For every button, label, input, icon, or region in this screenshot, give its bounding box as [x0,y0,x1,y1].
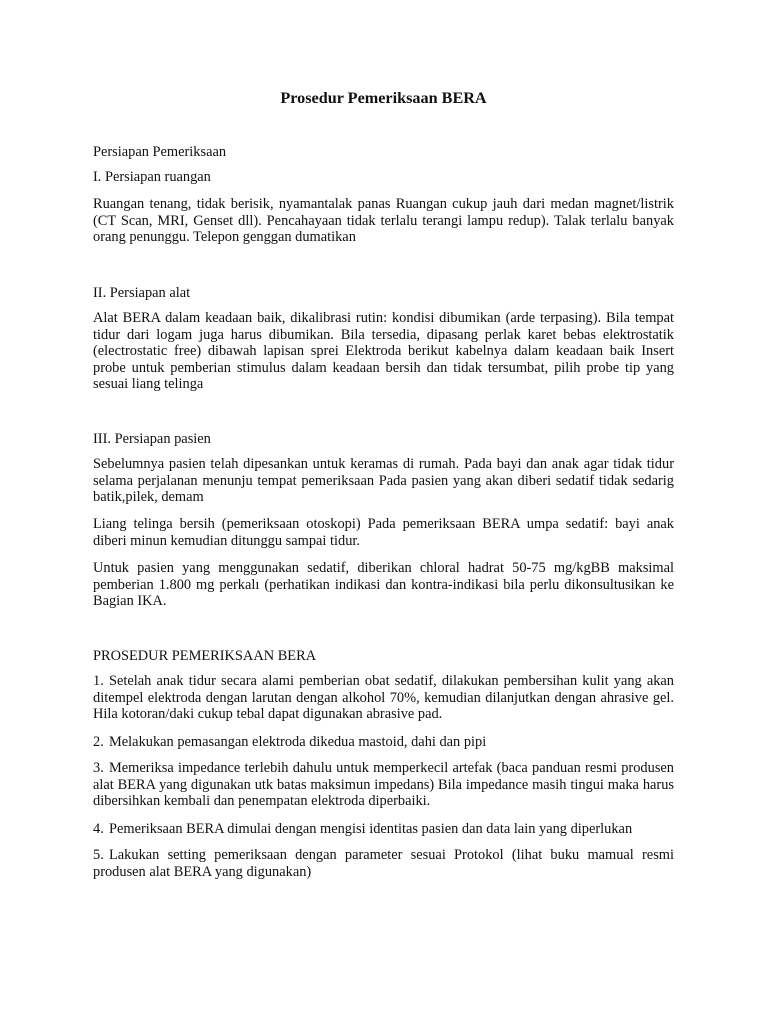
procedure-heading: PROSEDUR PEMERIKSAAN BERA [93,648,317,664]
step-number: 2. [93,734,104,750]
paragraph-tools: Alat BERA dalam keadaan baik, dikalibrasi rutin: kondisi dibumikan (arde terpasing). Bila tempat tidur dari logam juga harus dibumikan. Bila tersedia, dipasang perlak karet bebas elektrostatik (electrostatic free) dibawah lapisan sprei Elektroda berikut kabelnya dalam keadaan baik Insert probe untuk pemberian stimulus dalam keadaan bersih dan tidak tersumbat, pilih probe tip yang sesuai liang telinga [93,310,674,393]
step-number: 5. [93,847,104,863]
procedure-step-4 [93,821,674,838]
paragraph-patient-3: Untuk pasien yang menggunakan sedatif, diberikan chloral hadrat 50-75 mg/kgBB maksimal pemberian 1.800 mg perkalı (perhatikan indikasi dan kontra-indikasi bila perlu dikonsultusikan ke Bagian IKA. [93,560,674,610]
subheading-patient: III. Persiapan pasien [93,431,211,447]
procedure-step-1 [93,673,674,723]
document-page [93,0,674,1024]
step-number: 4. [93,821,104,837]
step-text: Setelah anak tidur secara alami pemberian obat sedatif, dilakukan pembersihan kulit yang akan ditempel elektroda dengan larutan dengan alkohol 70%, kemudian dilanjutkan dengan ahrasive gel. Hila kotoran/daki cukup tebal dapat digunakan abrasive pad. [93,673,674,723]
step-text: Melakukan pemasangan elektroda dikedua mastoid, dahi dan pipi [109,734,487,750]
step-number: 1. [93,673,104,689]
step-text: Lakukan setting pemeriksaan dengan parameter sesuai Protokol (lihat buku mamual resmi produsen alat BERA yang digunakan) [93,847,674,880]
section-heading-prep: Persiapan Pemeriksaan [93,144,227,160]
paragraph-patient-1: Sebelumnya pasien telah dipesankan untuk keramas di rumah. Pada bayi dan anak agar tidak tidur selama perjalanan menunju tempat pemeriksaan Pada pasien yang akan diberi sedatif tidak sedarig batik,pilek, demam [93,456,674,506]
step-text: Memeriksa impedance terlebih dahulu untuk memperkecil artefak (baca panduan resmi produsen alat BERA yang digunakan utk batas maksimun impedans) Bila impedance masih tingui maka harus dibersihkan kembali dan penempatan elektroda diperbaiki. [93,760,674,810]
step-number: 3. [93,760,104,776]
document-title: Prosedur Pemeriksaan BERA [280,89,487,107]
procedure-step-5 [93,847,674,880]
subheading-tools: II. Persiapan alat [93,285,191,301]
procedure-step-2 [93,734,674,751]
paragraph-room: Ruangan tenang, tidak berisik, nyamantalak panas Ruangan cukup jauh dari medan magnet/listrik (CT Scan, MRI, Genset dll). Pencahayaan tidak terlalu terangi lampu redup). Talak terlalu banyak orang penunggu. Telepon genggan dumatikan [93,196,674,246]
paragraph-patient-2: Liang telinga bersih (pemeriksaan otoskopi) Pada pemeriksaan BERA umpa sedatif: bayi anak diberi minun kemudian ditunggu sampai tidur. [93,516,674,549]
step-text: Pemeriksaan BERA dimulai dengan mengisi identitas pasien dan data lain yang diperlukan [109,821,633,837]
procedure-step-3 [93,760,674,810]
subheading-room: I. Persiapan ruangan [93,169,211,185]
